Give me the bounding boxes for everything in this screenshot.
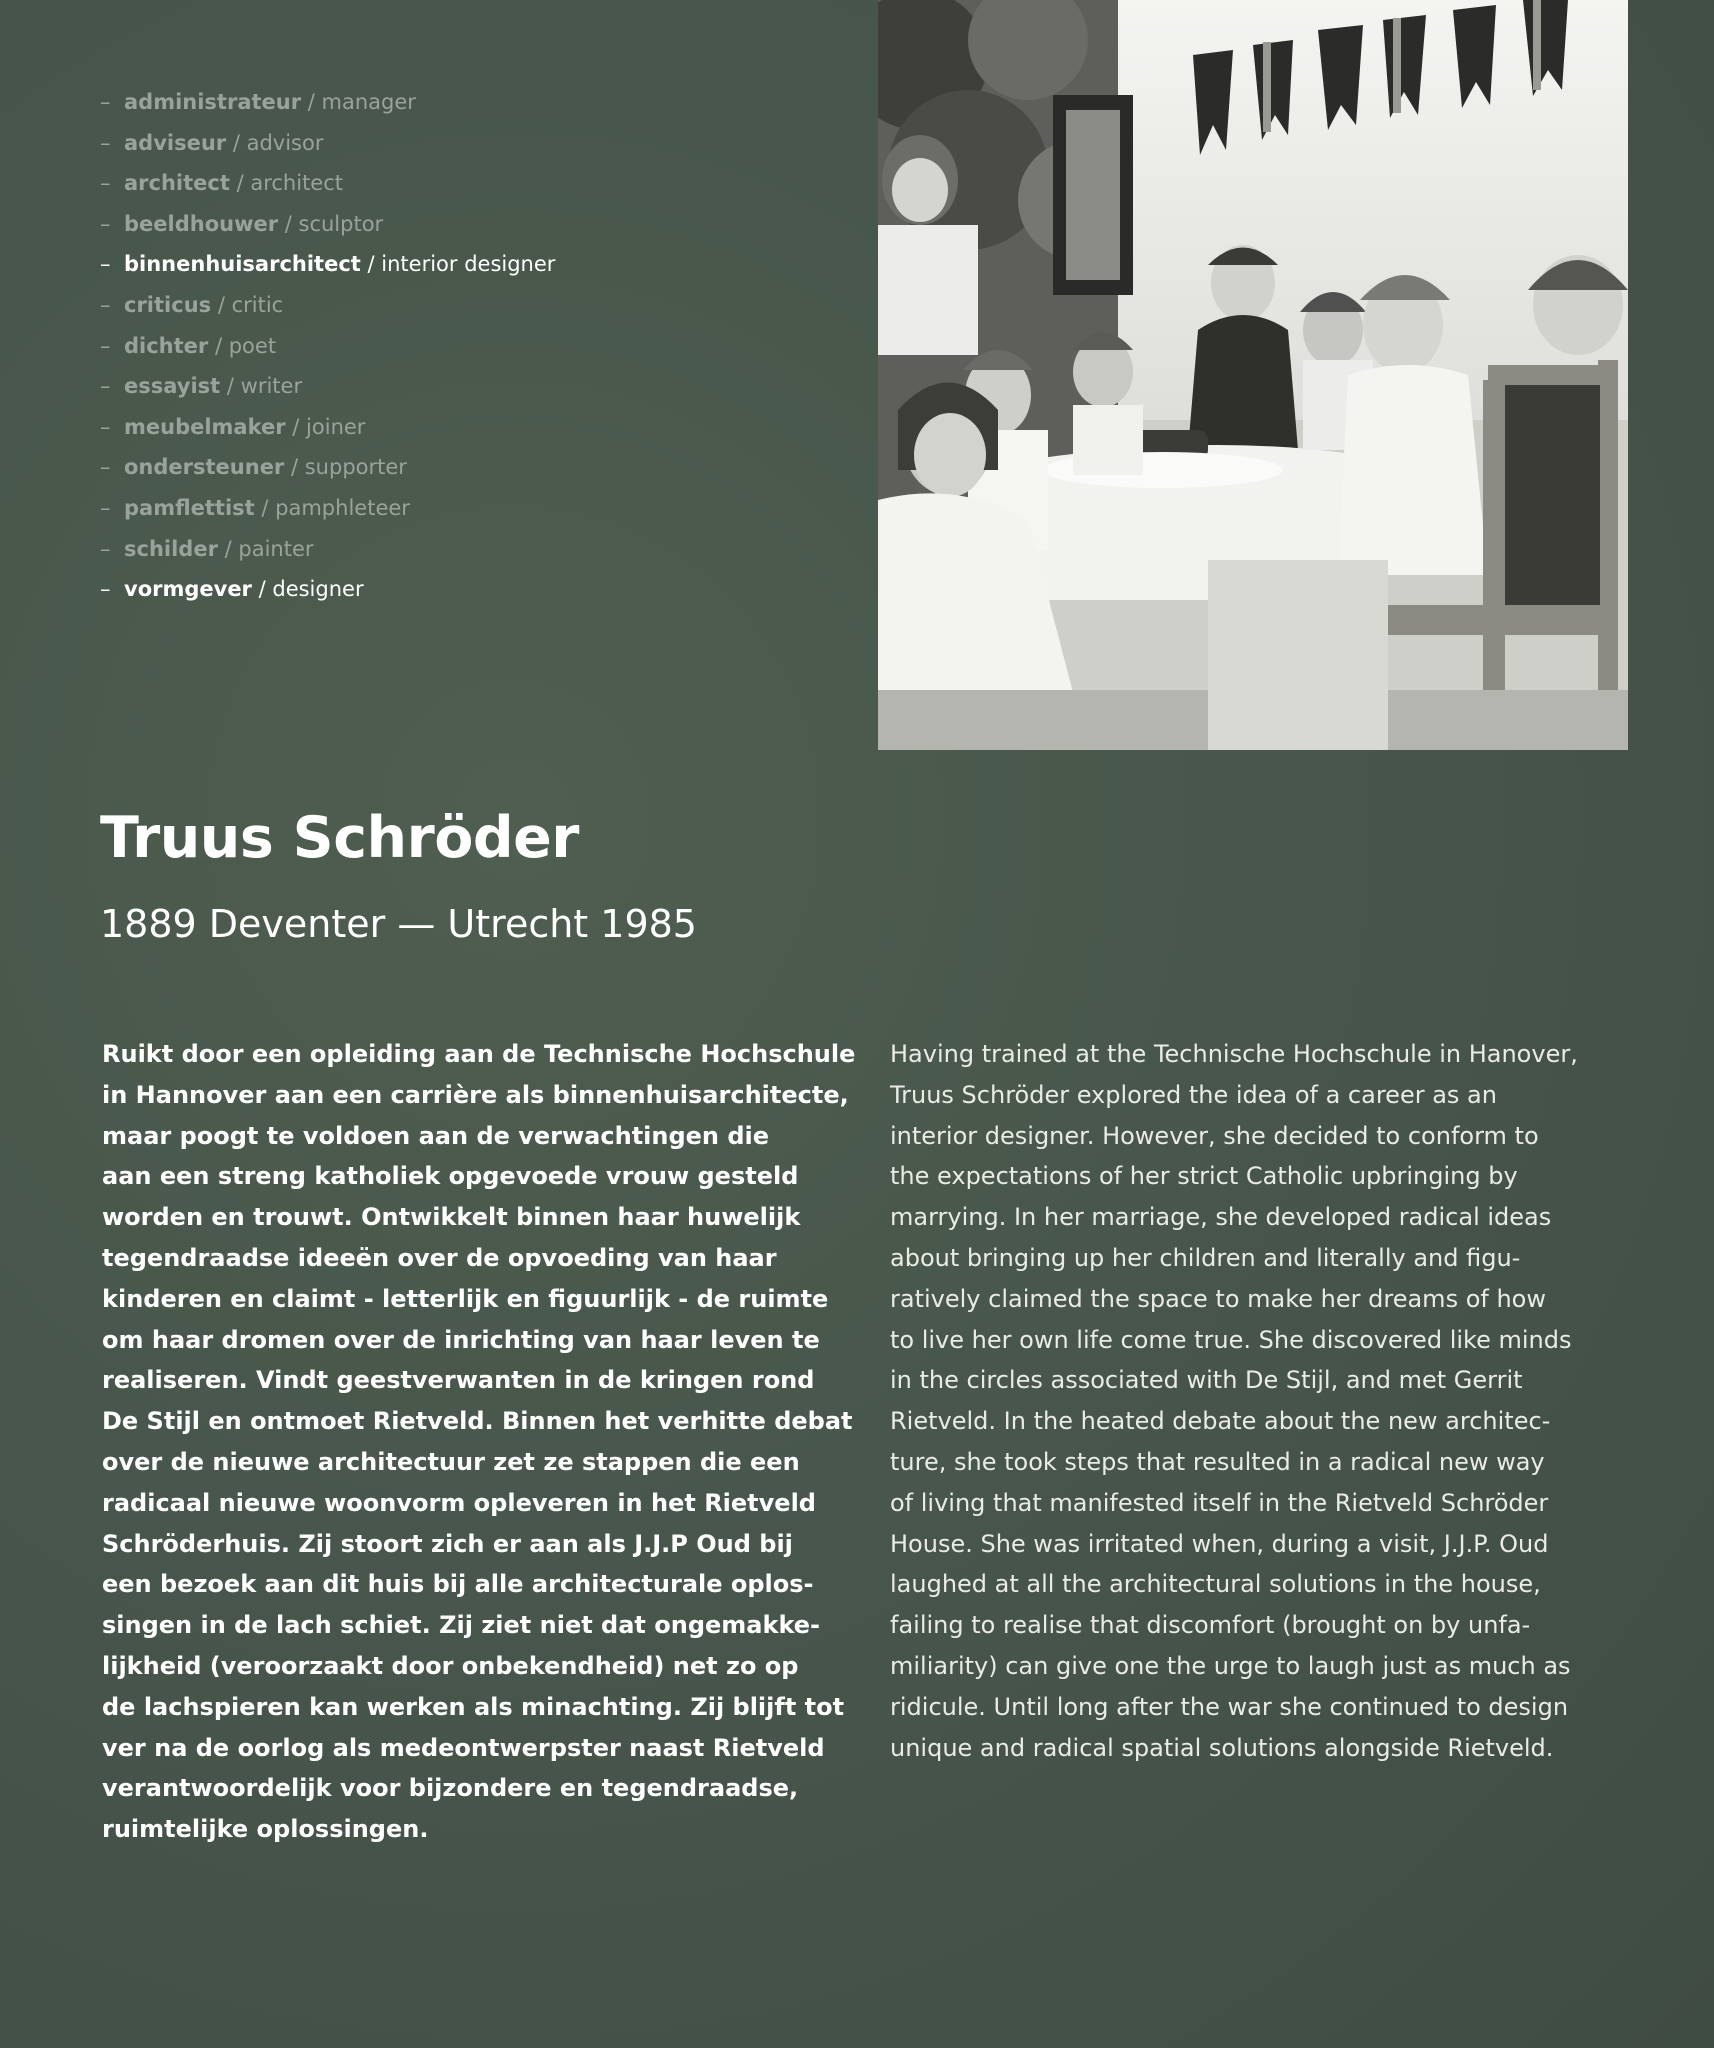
role-english: pamphleteer [275, 495, 410, 520]
historical-photo [878, 0, 1628, 750]
text-line: worden en trouwt. Ontwikkelt binnen haar huwelijk [102, 1203, 801, 1232]
text-line: in the circles associated with De Stijl, and met Gerrit [890, 1366, 1523, 1395]
role-separator: / [284, 455, 305, 480]
text-line: ratively claimed the space to make her dreams of how [890, 1284, 1546, 1313]
role-english: designer [272, 577, 364, 602]
role-dutch: meubelmaker [124, 414, 286, 439]
role-english: poet [228, 333, 277, 358]
role-separator: / [208, 333, 229, 358]
body-text-dutch [102, 1034, 856, 1850]
role-separator: / [285, 414, 307, 439]
text-line: verantwoordelijk voor bijzondere en tegendraadse, [102, 1774, 799, 1803]
text-line: maar poogt te voldoen aan de verwachtingen die [102, 1121, 770, 1150]
role-item [100, 569, 800, 610]
role-dutch: criticus [124, 292, 212, 317]
role-separator: / [254, 495, 276, 520]
dash-marker: – [100, 536, 111, 561]
dash-marker: – [100, 252, 111, 277]
role-separator: / [301, 90, 322, 114]
text-line: Having trained at the Technische Hochschule in Hanover, [890, 1040, 1578, 1068]
text-line: laughed at all the architectural solutions in the house, [890, 1570, 1541, 1599]
role-item [100, 123, 800, 164]
role-dutch: beeldhouwer [124, 211, 279, 236]
text-line: radicaal nieuwe woonvorm opleveren in het Rietveld [102, 1488, 816, 1517]
text-line: Truus Schröder explored the idea of a career as an [890, 1080, 1497, 1109]
text-line: tegendraadse ideeën over de opvoeding van haar [102, 1243, 777, 1272]
role-separator: / [229, 171, 251, 196]
role-item [100, 285, 800, 326]
role-separator: / [226, 130, 247, 155]
role-english: writer [240, 374, 303, 399]
text-line: unique and radical spatial solutions alongside Rietveld. [890, 1733, 1554, 1762]
role-item [100, 204, 800, 245]
text-line: Rietveld. In the heated debate about the new architec- [890, 1407, 1551, 1436]
role-dutch: pamflettist [124, 495, 255, 520]
role-separator: / [220, 374, 241, 399]
text-line: the expectations of her strict Catholic upbringing by [890, 1162, 1518, 1191]
text-line: marrying. In her marriage, she developed radical ideas [890, 1203, 1552, 1232]
text-line: lijkheid (veroorzaakt door onbekendheid) net zo op [102, 1651, 799, 1680]
role-dutch: ondersteuner [124, 455, 285, 480]
dash-marker: – [100, 90, 111, 114]
text-line: de lachspieren kan werken als minachting. Zij blijft tot [102, 1692, 845, 1721]
role-english: manager [321, 90, 416, 114]
role-separator: / [211, 292, 232, 317]
role-english: interior designer [381, 252, 556, 277]
role-item [100, 488, 800, 529]
role-english: advisor [246, 130, 324, 155]
role-separator: / [251, 577, 273, 602]
text-line: aan een streng katholiek opgevoede vrouw gesteld [102, 1162, 799, 1191]
role-english: architect [250, 171, 344, 196]
role-separator: / [217, 536, 239, 561]
text-line: singen in de lach schiet. Zij ziet niet dat ongemakke- [102, 1611, 820, 1640]
role-dutch: dichter [124, 333, 209, 358]
role-item [100, 407, 800, 448]
role-item [100, 82, 800, 123]
text-line: about bringing up her children and literally and figu- [890, 1243, 1521, 1272]
role-english: sculptor [298, 211, 384, 236]
role-english: supporter [304, 455, 407, 480]
role-separator: / [360, 252, 382, 277]
dash-marker: – [100, 414, 111, 439]
text-line: De Stijl en ontmoet Rietveld. Binnen het verhitte debat [102, 1407, 853, 1436]
text-line: House. She was irritated when, during a visit, J.J.P. Oud [890, 1529, 1549, 1558]
text-line: failing to realise that discomfort (brought on by unfa- [890, 1611, 1531, 1640]
role-item [100, 244, 800, 285]
role-separator: / [278, 211, 299, 236]
text-line: ruimtelijke oplossingen. [102, 1815, 429, 1844]
dash-marker: – [100, 495, 111, 520]
role-dutch: adviseur [124, 130, 227, 155]
body-text-english [890, 1034, 1630, 1768]
dash-marker: – [100, 374, 111, 399]
role-dutch: architect [124, 171, 230, 196]
text-line: Ruikt door een opleiding aan de Technische Hochschule [102, 1040, 856, 1068]
dash-marker: – [100, 577, 111, 602]
role-dutch: essayist [124, 374, 221, 399]
text-line: kinderen en claimt - letterlijk en figuurlijk - de ruimte [102, 1284, 829, 1313]
role-english: critic [231, 292, 284, 317]
text-line: een bezoek aan dit huis bij alle architecturale oplos- [102, 1570, 814, 1599]
dash-marker: – [100, 333, 111, 358]
role-dutch: vormgever [124, 577, 252, 602]
role-item [100, 447, 800, 488]
role-item [100, 366, 800, 407]
text-line: ridicule. Until long after the war she continued to design [890, 1692, 1569, 1721]
role-item [100, 529, 800, 570]
life-dates: 1889 Deventer — Utrecht 1985 [100, 902, 697, 946]
dash-marker: – [100, 211, 111, 236]
text-line: miliarity) can give one the urge to laugh just as much as [890, 1651, 1571, 1680]
dash-marker: – [100, 455, 111, 480]
role-english: joiner [306, 414, 366, 439]
dash-marker: – [100, 292, 111, 317]
text-line: realiseren. Vindt geestverwanten in de kringen rond [102, 1366, 815, 1395]
role-dutch: binnenhuisarchitect [124, 252, 361, 277]
role-english: painter [238, 536, 314, 561]
text-line: of living that manifested itself in the Rietveld Schröder [890, 1488, 1549, 1517]
role-list [100, 82, 800, 610]
text-line: om haar dromen over de inrichting van haar leven te [102, 1325, 820, 1354]
text-line: interior designer. However, she decided to conform to [890, 1121, 1539, 1150]
role-dutch: administrateur [124, 90, 302, 114]
role-item [100, 163, 800, 204]
text-line: ture, she took steps that resulted in a radical new way [890, 1447, 1545, 1476]
role-item [100, 326, 800, 367]
page-title: Truus Schröder [100, 805, 579, 871]
text-line: ver na de oorlog als medeontwerpster naast Rietveld [102, 1733, 825, 1762]
dash-marker: – [100, 130, 111, 155]
text-line: to live her own life come true. She discovered like minds [890, 1325, 1572, 1354]
text-line: over de nieuwe architectuur zet ze stappen die een [102, 1447, 800, 1476]
text-line: Schröderhuis. Zij stoort zich er aan als J.J.P Oud bij [102, 1529, 793, 1558]
role-dutch: schilder [124, 536, 218, 561]
dash-marker: – [100, 171, 111, 196]
photo-children-at-table [878, 0, 1628, 750]
text-line: in Hannover aan een carrière als binnenhuisarchitecte, [102, 1080, 849, 1109]
